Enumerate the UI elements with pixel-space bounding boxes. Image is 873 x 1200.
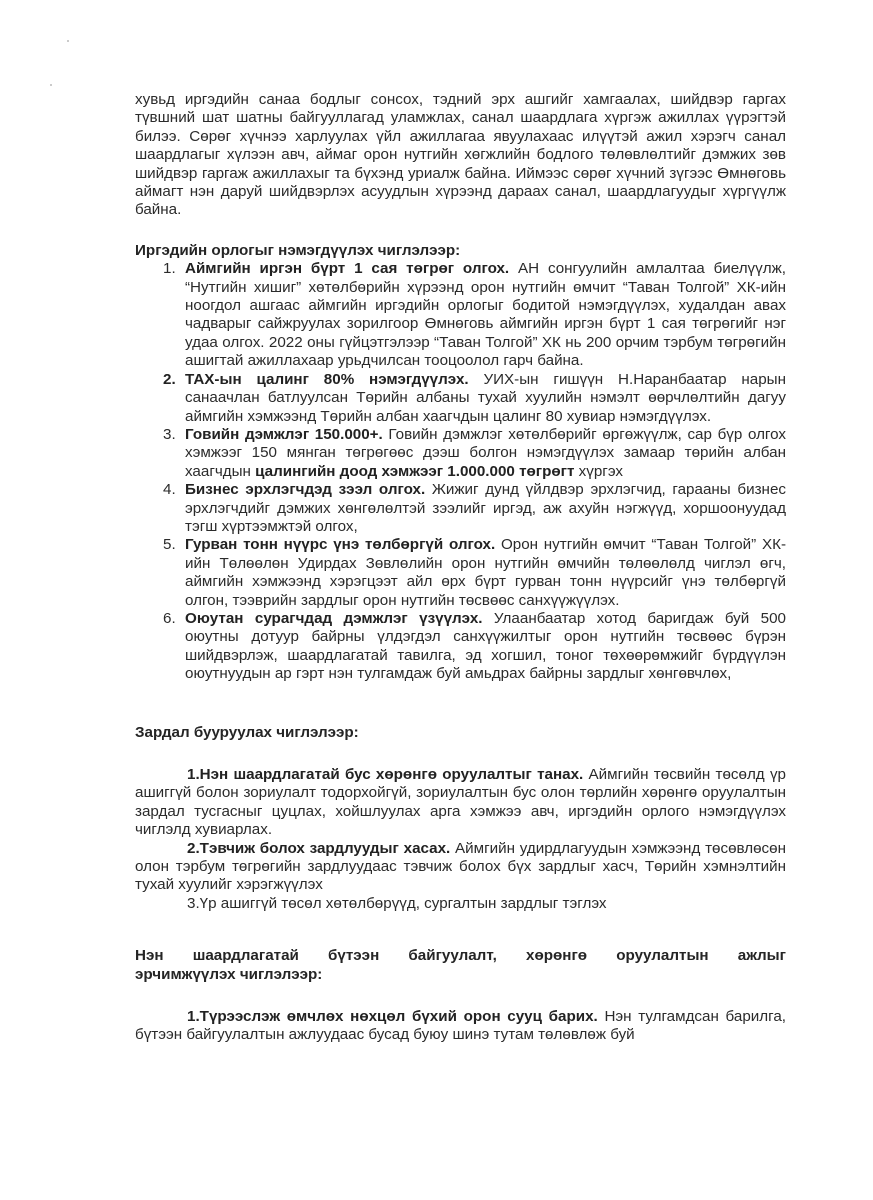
item-title: Гурван тонн нүүрс үнэ төлбөргүй олгох. (185, 536, 496, 554)
list-item (135, 426, 786, 481)
item-text: Аймгийн төсвийн төсөлд үр ашиггүй болон зориулалт тодорхойгүй, зориулалтын бус олон төрлийн хөрөнгө оруулалтын зардал тусгасныг цуцлах, хойшлуулах арга хэмжээ авч, иргэдийн орлого нэмэгдүүлэх чиглэлд хувиарлах. (135, 766, 786, 839)
item-title: 1.Нэн шаардлагатай бус хөрөнгө оруулалтыг танах. (187, 766, 584, 783)
item-text: Улаанбаатар хотод баригдаж буй 500 оюутны дотуур байрны үлдэгдэл санхүүжилтыг орон нутгийн төсвөөс бүрэн шийдвэрлэж, шаардлагатай тавилга, эд хогшил, тоног төхөөрөмжийг бүрдүүлэн оюутнуудын ар гэрт нэн тулгамдаж буй амьдрах байрны зардлыг хөнгөвчлөх, (185, 609, 786, 683)
construction-item (135, 1008, 786, 1045)
item-text: Говийн дэмжлэг хөтөлбөрийг өргөжүүлж, сар бүр олгох хэмжээг 150 мянган төгрөгөөс дээш болгон нэмэгдүүлэх замаар төрийн албан хаагчдын (185, 425, 787, 480)
item-title: Бизнес эрхлэгчдэд зээл олгох. (185, 481, 426, 499)
heading-word: шаардлагатай (192, 947, 299, 965)
list-item (135, 481, 786, 536)
item-title: ТАХ-ын цалинг 80% нэмэгдүүлэх. (185, 370, 469, 388)
item-text: Нэн тулгамдсан барилга, бүтээн байгуулалтын ажлуудаас бусад буюу шинэ тутам төлөвлөж буй (135, 1008, 786, 1044)
section-heading-expenses: Зардал бууруулах чиглэлээр: (135, 723, 359, 741)
item-number: 4. (163, 481, 176, 499)
heading-word: бүтээн (328, 947, 380, 965)
item-title: Оюутан сурагчдад дэмжлэг үзүүлэх. (185, 609, 483, 627)
item-text: 3.Үр ашиггүй төсөл хөтөлбөрүүд, сургалтын зардлыг тэглэх (187, 894, 607, 912)
expense-item (135, 895, 786, 913)
heading-word: Нэн (135, 947, 164, 965)
item-title: Говийн дэмжлэг 150.000+. (185, 425, 383, 443)
item-text: хүргэх (574, 462, 624, 480)
item-number: 6. (163, 609, 176, 627)
document-page (135, 91, 786, 1045)
item-number: 5. (163, 536, 176, 554)
section-heading-income: Иргэдийн орлогыг нэмэгдүүлэх чиглэлээр: (135, 241, 461, 259)
item-text: АН сонгуулийн амлалтаа биелүүлж, “Нутгийн хишиг” хөтөлбөрийн хүрээнд орон нутгийн өмчит “Таван Толгой” ХК-ийн ноогдол ашгаас аймгийн иргэдийн орлогыг бодитой нэмэгдүүлэх, худалдан авах чадварыг сайжруулах зорилгоор Өмнөговь аймгийн иргэн бүрт 1 сая төгрөгийг нэг удаа олгох. 2022 оны гүйцэтгэлээр “Таван Толгой” ХК нь 200 орчим тэрбум төгрөгийн ашигтай ажиллахаар урьдчилсан тооцоолол гарч байна. (185, 260, 786, 370)
section-heading-construction (135, 947, 786, 965)
section-heading-construction-line2: эрчимжүүлэх чиглэлээр: (135, 965, 323, 983)
item-text: Орон нутгийн өмчит “Таван Толгой” ХК-ийн Төлөөлөн Удирдах Зөвлөлийн орон нутгийн өмчийн төлөөлөлд чиглэл өгч, аймгийн хэмжээнд хэрэгцээт айл өрх бүрт гурван тонн нүүрсийг үнэ төлбөргүй олгон, тээврийн зардлыг орон нутгийн төсвөөс санхүүжүүлэх. (185, 536, 786, 609)
item-text: УИХ-ын гишүүн Н.Наранбаатар нарын санаачлан батлуулсан Төрийн албаны тухай хуулийн нэмэлт өөрчлөлтийн дагуу аймгийн хэмжээнд Төрийн албан хаагчдын цалинг 80 хувиар нэмэгдүүлэх. (185, 370, 786, 425)
item-number: 3. (163, 425, 176, 443)
list-item (135, 536, 786, 610)
heading-word: оруулалтын (616, 947, 709, 965)
heading-word: байгуулалт, (408, 947, 497, 965)
list-item (135, 371, 786, 426)
item-text: Аймгийн удирдлагуудын хэмжээнд төсөвлөсөн олон тэрбум төгрөгийн зардлуудаас тэвчиж болох бүх зардлыг хасч, Төрийн хэмнэлтийн тухай хуулийг хэрэгжүүлэх (135, 839, 786, 894)
heading-word: ажлыг (737, 947, 786, 965)
item-title: 2.Тэвчиж болох зардлуудыг хасах. (187, 839, 451, 857)
scan-speck (50, 84, 52, 86)
list-item (135, 260, 786, 370)
item-title: 1.Түрээслэж өмчлөх нөхцөл бүхий орон сууц барих. (187, 1008, 598, 1026)
item-title: Аймгийн иргэн бүрт 1 сая төгрөг олгох. (185, 260, 510, 278)
heading-word: хөрөнгө (526, 947, 588, 965)
item-number: 2. (163, 370, 176, 388)
scan-speck (67, 40, 69, 42)
expense-item (135, 840, 786, 895)
item-bold-text: цалингийн доод хэмжээг 1.000.000 төгрөгт (255, 462, 575, 480)
intro-paragraph: хувьд иргэдийн санаа бодлыг сонсох, тэдний эрх ашгийг хамгаалах, шийдвэр гаргах түвшний шат шатны байгууллагад уламжлах, санал шаардлага хүргэж ажиллах үүрэгтэй билээ. Сөрөг хүчнээ харлуулах үйл ажиллагаа явуулахаас илүүтэй ажил хэрэгч санал шаардлагыг хүлээн авч, аймаг орон нутгийн хөгжлийн бодлого төлөвлөлтийг дэмжих зөв шийдвэр гаргаж ажиллахыг та бүхэнд уриалж байна. Иймээс сөрөг хүчний зүгээс Өмнөговь аймагт нэн даруй шийдвэрлэх асуудлын хүрээнд дараах санал, шаардлагуудыг хүргүүлж байна. (135, 91, 786, 219)
list-item (135, 610, 786, 684)
income-list (135, 260, 786, 683)
item-number: 1. (163, 260, 176, 278)
expense-item (135, 766, 786, 840)
item-text: Жижиг дунд үйлдвэр эрхлэгчид, гарааны бизнес эрхлэгчдийг дэмжих хөнгөлөлтэй зээлийг иргэд, аж ахуйн нэгжүүд, хоршоонуудад тэгш хүртээмжтэй олгох, (185, 481, 786, 535)
